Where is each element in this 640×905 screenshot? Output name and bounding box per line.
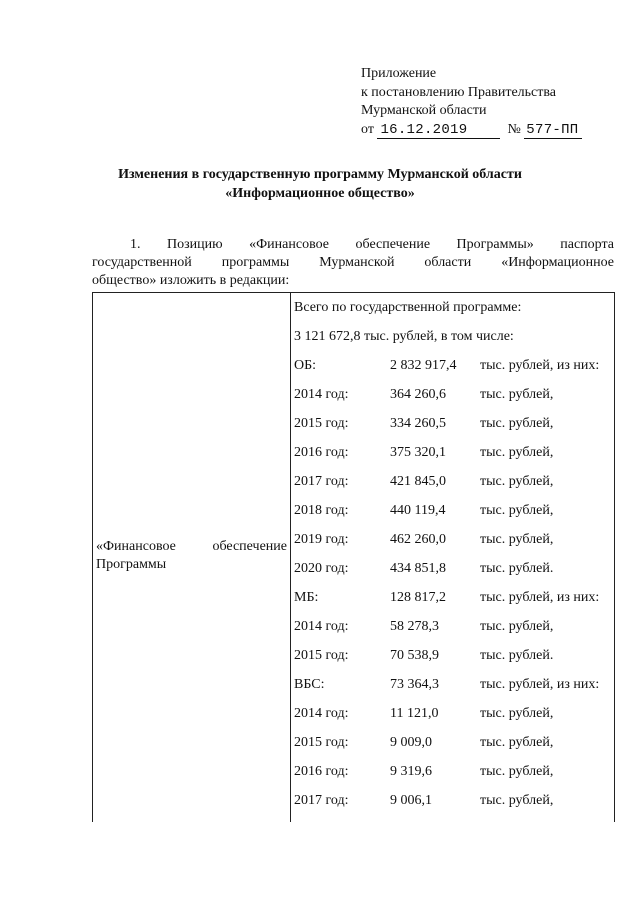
row-unit: тыс. рублей,	[480, 416, 554, 431]
row-value: 462 260,0	[390, 532, 446, 547]
financing-row	[294, 786, 612, 815]
row-unit: тыс. рублей,	[480, 706, 554, 721]
row-value: 421 845,0	[390, 474, 446, 489]
row-unit: тыс. рублей.	[480, 648, 554, 663]
row-unit: тыс. рублей,	[480, 764, 554, 779]
row-unit: тыс. рублей,	[480, 532, 554, 547]
row-label: 2019 год:	[294, 532, 349, 547]
financing-row	[294, 525, 612, 554]
row-label: МБ:	[294, 590, 319, 605]
title-line-1: Изменения в государственную программу Мурманской области	[118, 167, 522, 182]
resolution-number: 577-ПП	[526, 121, 579, 138]
row-value: 2 832 917,4	[390, 358, 457, 373]
paragraph-line-1: 1. Позицию «Финансовое обеспечение Программы» паспорта	[130, 237, 614, 252]
label-line-2: Программы	[96, 556, 167, 572]
row-value: 70 538,9	[390, 648, 439, 663]
appendix-title: Приложение	[361, 66, 437, 81]
row-unit: тыс. рублей,	[480, 474, 554, 489]
financing-table	[92, 292, 615, 822]
row-label: 2017 год:	[294, 793, 349, 808]
row-label: 2017 год:	[294, 474, 349, 489]
row-label: 2015 год:	[294, 648, 349, 663]
financing-row	[294, 496, 612, 525]
label-word-1: «Финансовое	[96, 539, 176, 554]
row-label: 2015 год:	[294, 735, 349, 750]
paragraph-line-3: общество» изложить в редакции:	[92, 273, 290, 288]
financing-row	[294, 467, 612, 496]
row-label: 2015 год:	[294, 416, 349, 431]
row-unit: тыс. рублей, из них:	[480, 590, 600, 605]
row-value: 128 817,2	[390, 590, 446, 605]
number-prefix: №	[507, 121, 521, 137]
financing-position-label	[96, 538, 287, 573]
row-unit: тыс. рублей,	[480, 793, 554, 808]
row-label: 2018 год:	[294, 503, 349, 518]
resolution-date: 16.12.2019	[380, 121, 468, 138]
row-label: ОБ:	[294, 358, 317, 373]
total-heading: Всего по государственной программе:	[294, 300, 522, 315]
date-prefix: от	[361, 121, 374, 137]
row-value: 73 364,3	[390, 677, 439, 692]
row-unit: тыс. рублей, из них:	[480, 677, 600, 692]
row-unit: тыс. рублей,	[480, 387, 554, 402]
row-value: 364 260,6	[390, 387, 446, 402]
row-label: 2016 год:	[294, 445, 349, 460]
instruction-paragraph	[92, 236, 614, 290]
paragraph-line-2: государственной программы Мурманской области «Информационное	[92, 255, 614, 270]
row-unit: тыс. рублей,	[480, 735, 554, 750]
row-unit: тыс. рублей,	[480, 503, 554, 518]
financing-row	[294, 757, 612, 786]
total-amount: 3 121 672,8 тыс. рублей, в том числе:	[294, 329, 514, 344]
row-label: 2016 год:	[294, 764, 349, 779]
financing-row	[294, 728, 612, 757]
row-label: 2020 год:	[294, 561, 349, 576]
appendix-resolution: к постановлению Правительства	[361, 84, 557, 100]
row-value: 9 319,6	[390, 764, 432, 779]
financing-row	[294, 351, 612, 380]
financing-row	[294, 409, 612, 438]
row-value: 9 006,1	[390, 793, 432, 808]
row-unit: тыс. рублей,	[480, 445, 554, 460]
financing-row	[294, 554, 612, 583]
row-value: 375 320,1	[390, 445, 446, 460]
financing-row	[294, 380, 612, 409]
row-label: 2014 год:	[294, 387, 349, 402]
financing-row	[294, 670, 612, 699]
appendix-region: Мурманской области	[361, 103, 487, 118]
document-title	[0, 165, 640, 203]
financing-details	[294, 293, 612, 815]
financing-row	[294, 583, 612, 612]
row-unit: тыс. рублей.	[480, 561, 554, 576]
row-value: 434 851,8	[390, 561, 446, 576]
label-word-2: обеспечение	[212, 539, 287, 554]
financing-row	[294, 641, 612, 670]
row-unit: тыс. рублей,	[480, 619, 554, 634]
row-unit: тыс. рублей, из них:	[480, 358, 600, 373]
financing-row	[294, 438, 612, 467]
column-divider	[290, 293, 291, 822]
financing-row	[294, 699, 612, 728]
row-value: 58 278,3	[390, 619, 439, 634]
appendix-block	[361, 65, 582, 139]
row-label: ВБС:	[294, 677, 325, 692]
row-value: 334 260,5	[390, 416, 446, 431]
title-line-2: «Информационное общество»	[225, 186, 415, 201]
row-value: 440 119,4	[390, 503, 446, 518]
row-value: 9 009,0	[390, 735, 432, 750]
row-label: 2014 год:	[294, 619, 349, 634]
row-label: 2014 год:	[294, 706, 349, 721]
row-value: 11 121,0	[390, 706, 439, 721]
financing-row	[294, 612, 612, 641]
appendix-date-number	[361, 121, 582, 140]
